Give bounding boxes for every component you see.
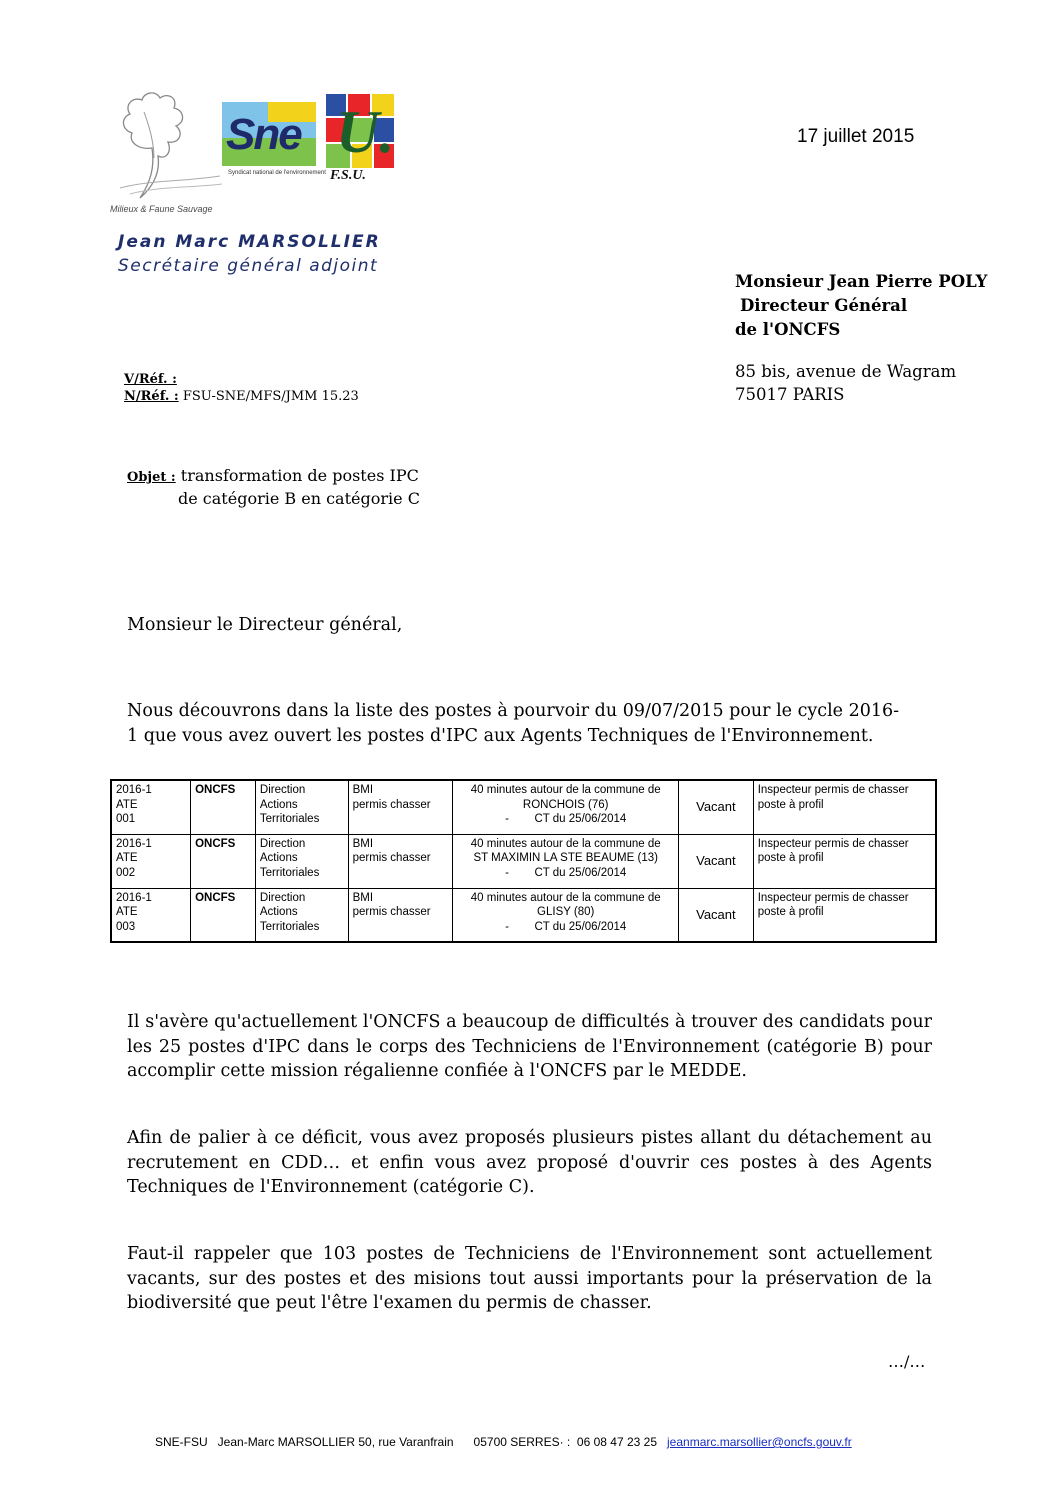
continuation-mark: …/…: [888, 1352, 926, 1371]
cell-status-text: Vacant: [696, 799, 736, 814]
cell-reference: [111, 888, 191, 942]
cell-post-line: Inspecteur permis de chasser: [757, 891, 909, 904]
cell-post-line: poste à profil: [757, 798, 824, 811]
svg-text:U.: U.: [336, 99, 394, 165]
cell-reference-line: 2016-1: [116, 891, 152, 904]
cell-post: [753, 834, 936, 888]
sne-logo-subtitle: Syndicat national de l'environnement: [228, 170, 326, 176]
salutation: Monsieur le Directeur général,: [127, 615, 403, 635]
paragraph3: Afin de palier à ce déficit, vous avez proposés plusieurs pistes allant du détachement au recrutement en CDD… et enfin vous avez proposé d'ouvrir ces postes à des Agents Techniques de l'Environnement (catégorie C).: [127, 1128, 932, 1197]
cell-reference: [111, 780, 191, 834]
table-row: [111, 780, 936, 834]
cell-organisation-text: ONCFS: [195, 837, 236, 850]
cell-post-line: Inspecteur permis de chasser: [757, 784, 909, 796]
cell-direction-line: Territoriales: [259, 920, 320, 933]
cell-reference-line: 001: [116, 813, 136, 825]
fsu-logo-text: F.S.U.: [330, 168, 366, 183]
footer-email-link[interactable]: jeanmarc.marsollier@oncfs.gouv.fr: [667, 1435, 852, 1449]
cell-status: [679, 834, 754, 888]
your-reference: [124, 372, 177, 387]
subject-text-line1: transformation de postes IPC: [175, 466, 419, 485]
cell-organisation: [191, 888, 256, 942]
recipient-title: Directeur Général: [740, 296, 908, 315]
cell-service-line: permis chasser: [352, 852, 431, 864]
cell-reference-line: 2016-1: [116, 784, 152, 796]
cell-service-line: permis chasser: [352, 906, 431, 918]
cell-direction-line: Territoriales: [259, 866, 320, 879]
paragraph1-line2: 1 que vous avez ouvert les postes d'IPC aux Agents Techniques de l'Environnement.: [127, 726, 874, 746]
cell-reference-line: ATE: [116, 852, 138, 864]
cell-location: [453, 888, 679, 942]
table-row: [111, 888, 936, 942]
cell-direction: [255, 780, 348, 834]
fsu-u-logo: [326, 94, 394, 168]
recipient-org: de l'ONCFS: [735, 320, 841, 339]
letter-date: 17 juillet 2015: [797, 126, 915, 147]
cell-service: [348, 834, 453, 888]
sender-name: Jean Marc MARSOLLIER: [118, 232, 381, 252]
your-reference-label: V/Réf. :: [124, 372, 177, 387]
cell-post-line: poste à profil: [757, 906, 824, 918]
cell-service-line: BMI: [352, 837, 374, 850]
footer-text: SNE-FSU Jean-Marc MARSOLLIER 50, rue Varanfrain 05700 SERRES· : 06 08 47 23 25: [155, 1435, 668, 1449]
subject-line1: [127, 466, 419, 485]
cell-direction-line: Actions: [259, 852, 298, 864]
positions-table: [110, 779, 937, 943]
cell-direction-line: Direction: [259, 784, 306, 796]
sne-logo-text: Sne: [226, 110, 301, 159]
cell-organisation: [191, 780, 256, 834]
cell-service-line: permis chasser: [352, 798, 431, 811]
cell-location: [453, 834, 679, 888]
logo-tagline: Milieux & Faune Sauvage: [110, 204, 213, 214]
our-reference: [124, 389, 359, 404]
cell-organisation-text: ONCFS: [195, 784, 236, 796]
our-reference-label: N/Réf. :: [124, 389, 179, 404]
cell-reference-line: ATE: [116, 798, 138, 811]
cell-reference: [111, 834, 191, 888]
cell-location-line: - CT du 25/06/2014: [505, 866, 627, 879]
cell-location-line: 40 minutes autour de la commune de: [470, 837, 661, 850]
cell-direction-line: Direction: [259, 891, 306, 904]
sender-role: Secrétaire général adjoint: [118, 256, 379, 276]
cell-location: [453, 780, 679, 834]
subject-text-line2: de catégorie B en catégorie C: [178, 489, 420, 508]
subject-label: Objet :: [127, 470, 176, 485]
cell-status: [679, 780, 754, 834]
cell-location-line: RONCHOIS (76): [522, 798, 609, 811]
cell-post-line: Inspecteur permis de chasser: [757, 837, 909, 850]
cell-service-line: BMI: [352, 891, 374, 904]
recipient-address-line1: 85 bis, avenue de Wagram: [735, 362, 957, 381]
cell-service-line: BMI: [352, 784, 374, 796]
cell-status: [679, 888, 754, 942]
cell-status-text: Vacant: [696, 852, 736, 868]
cell-direction-line: Territoriales: [259, 813, 320, 825]
cell-location-line: - CT du 25/06/2014: [505, 920, 627, 933]
table-row: [111, 834, 936, 888]
cell-reference-line: ATE: [116, 906, 138, 918]
cell-reference-line: 2016-1: [116, 837, 152, 850]
cell-service: [348, 780, 453, 834]
cell-post-line: poste à profil: [757, 852, 824, 864]
recipient-address-line2: 75017 PARIS: [735, 385, 845, 404]
cell-location-line: GLISY (80): [537, 906, 595, 918]
cell-direction: [255, 888, 348, 942]
letterhead-logo: [110, 88, 410, 228]
cell-direction-line: Direction: [259, 837, 306, 850]
footer: [155, 1435, 852, 1449]
cell-location-line: 40 minutes autour de la commune de: [470, 784, 661, 796]
cell-direction: [255, 834, 348, 888]
cell-location-line: - CT du 25/06/2014: [505, 813, 627, 825]
our-reference-value: FSU-SNE/MFS/JMM 15.23: [178, 389, 359, 404]
cell-direction-line: Actions: [259, 798, 298, 811]
cell-organisation-text: ONCFS: [195, 891, 236, 904]
cell-organisation: [191, 834, 256, 888]
oak-leaf-icon: [110, 88, 225, 203]
paragraph2: Il s'avère qu'actuellement l'ONCFS a beaucoup de difficultés à trouver des candidats pour les 25 postes d'IPC dans le corps des Techniciens de l'Environnement (catégorie B) pour accomplir cette mission régalienne confiée à l'ONCFS par le MEDDE.: [127, 1012, 932, 1081]
cell-status-text: Vacant: [696, 906, 736, 922]
paragraph1-line1: Nous découvrons dans la liste des postes à pourvoir du 09/07/2015 pour le cycle 2016-: [127, 701, 900, 721]
cell-post: [753, 780, 936, 834]
paragraph4: Faut-il rappeler que 103 postes de Techniciens de l'Environnement sont actuellement vacants, sur des postes et des misions tout aussi importants pour la préservation de la biodiversité que peut l'être l'examen du permis de chasser.: [127, 1244, 932, 1313]
cell-direction-line: Actions: [259, 906, 298, 918]
cell-post: [753, 888, 936, 942]
cell-service: [348, 888, 453, 942]
cell-reference-line: 002: [116, 866, 136, 879]
cell-location-line: 40 minutes autour de la commune de: [470, 891, 661, 904]
recipient-name: Monsieur Jean Pierre POLY: [735, 272, 988, 291]
cell-location-line: ST MAXIMIN LA STE BEAUME (13): [473, 852, 658, 864]
cell-reference-line: 003: [116, 920, 136, 933]
